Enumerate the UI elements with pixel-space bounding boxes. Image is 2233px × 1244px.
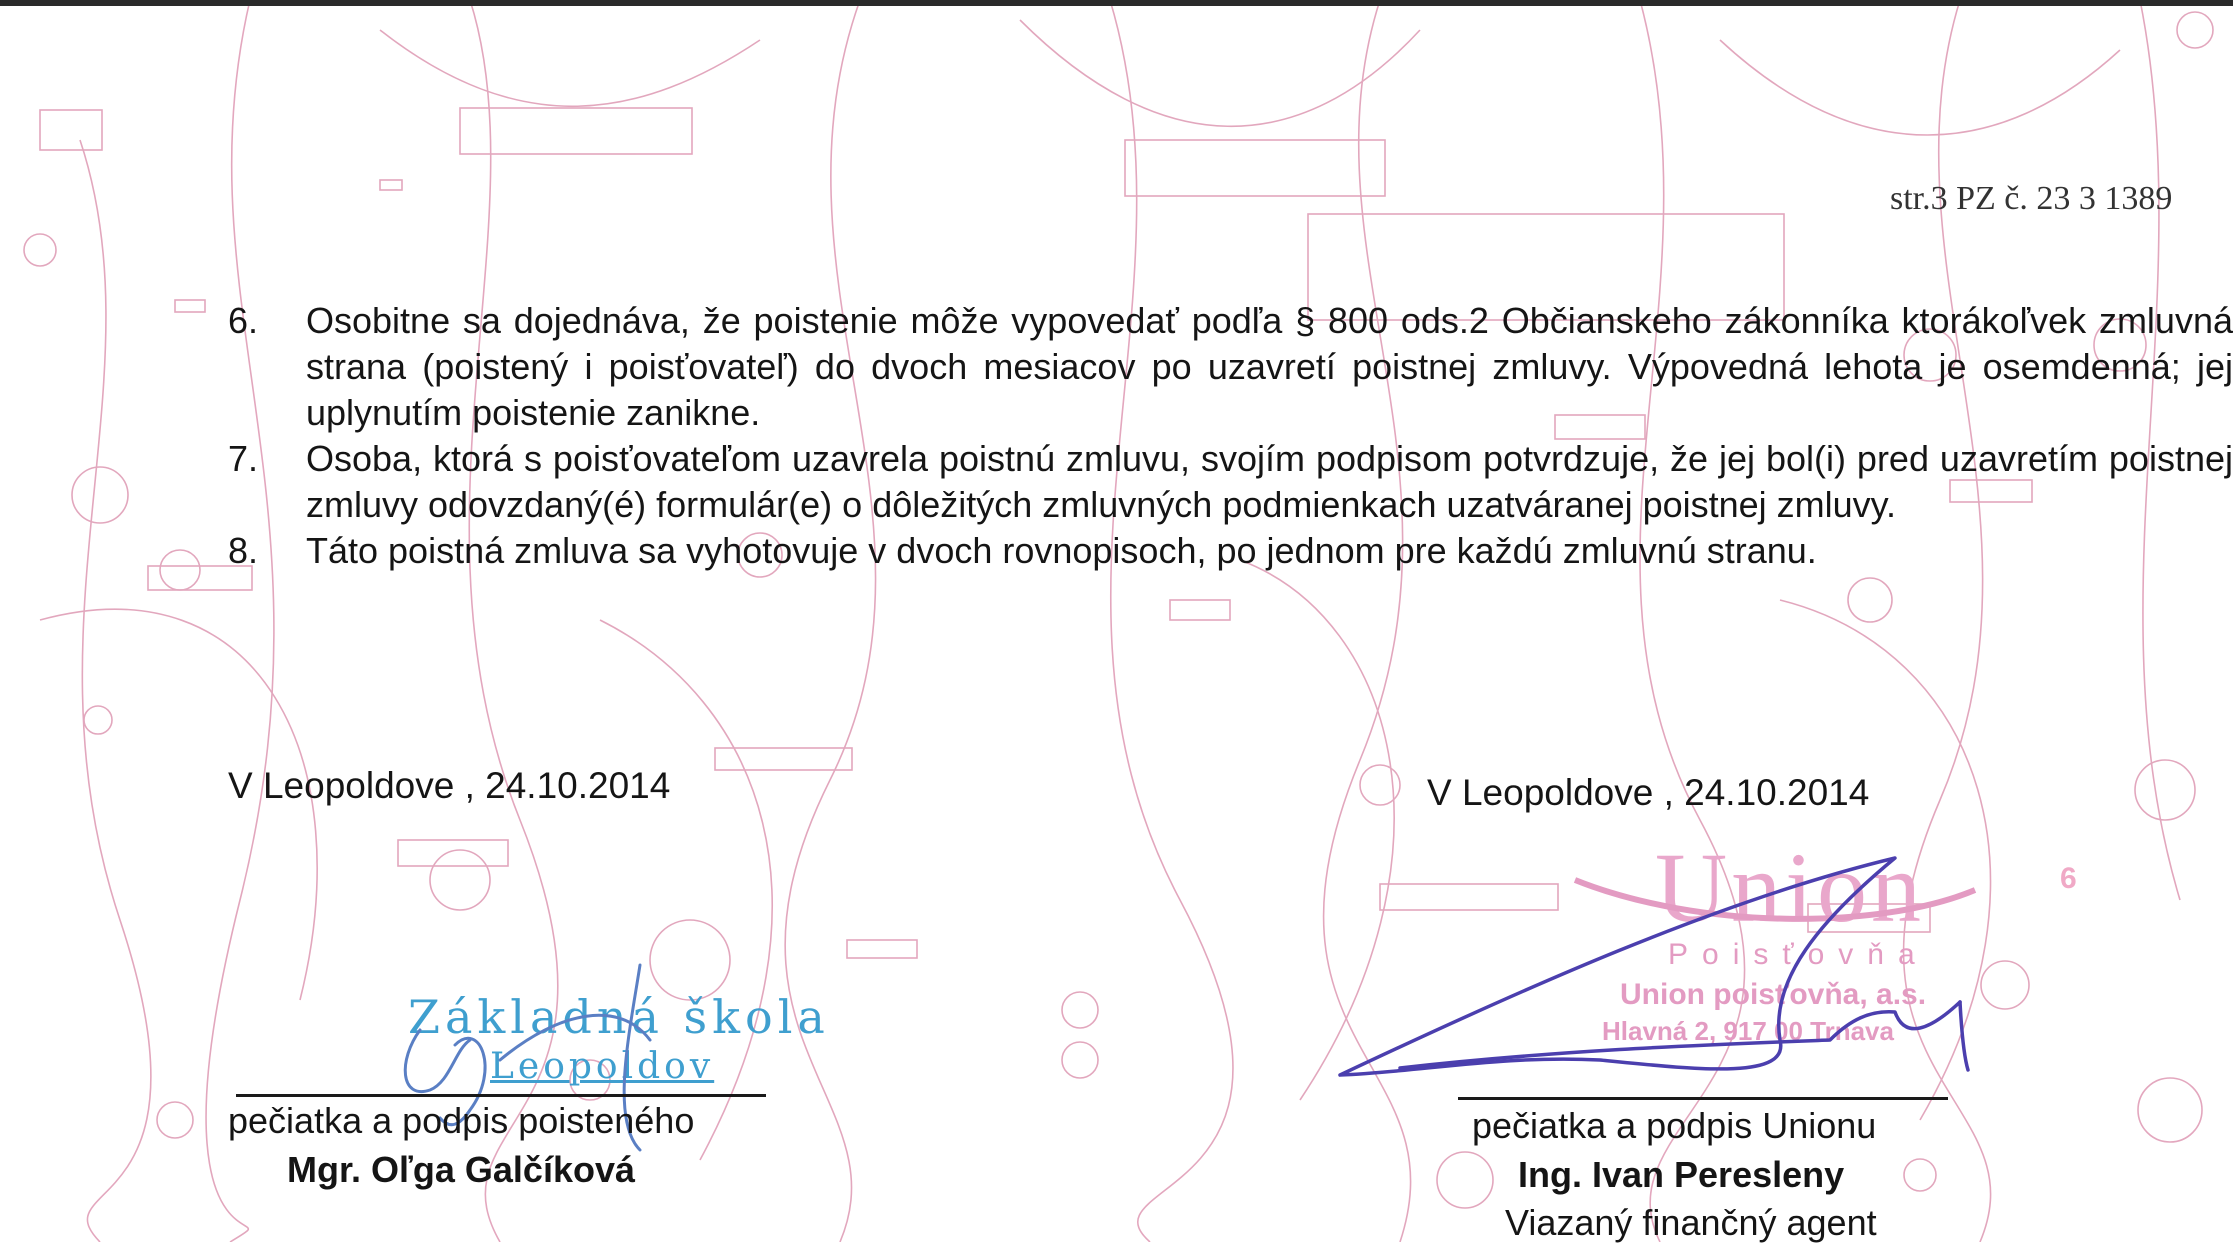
union-stamp-logo: Union: [1655, 832, 1925, 943]
left-signature-line: [236, 1094, 766, 1097]
school-stamp-town: Leopoldov: [490, 1046, 715, 1087]
clause-text: Táto poistná zmluva sa vyhotovuje v dvoch rovnopisoch, po jednom pre každú zmluvnú stranu.: [306, 530, 1817, 571]
union-stamp-address: Hlavná 2, 917 00 Trnava: [1602, 1016, 1894, 1046]
union-stamp-subtitle: Poisťovňa: [1668, 938, 1929, 971]
union-stamp-company: Union poisťovňa, a.s.: [1620, 978, 1927, 1011]
clause-item: [228, 528, 2233, 574]
left-signature-label: pečiatka a podpis poisteného: [228, 1100, 695, 1141]
clause-number: 7.: [228, 438, 259, 479]
left-signer-name: Mgr. Oľga Galčíková: [287, 1149, 635, 1190]
clause-item: [228, 298, 2233, 436]
scan-page-number: 6: [2060, 862, 2077, 895]
right-place-date: V Leopoldove , 24.10.2014: [1427, 772, 1870, 813]
page-reference: str.3 PZ č. 23 3 1389: [1890, 180, 2173, 217]
clause-text: Osobitne sa dojednáva, že poistenie môže vypovedať podľa § 800 ods.2 Občianskeho zákonníka ktorákoľvek zmluvná strana (poistený i poisťovateľ) do dvoch mesiacov po uzavretí poistnej zmluvy. Výpovedná lehota je osemdenná; jej uplynutím poistenie zanikne.: [306, 300, 2233, 433]
clause-text: Osoba, ktorá s poisťovateľom uzavrela poistnú zmluvu, svojím podpisom potvrdzuje, že jej bol(i) pred uzavretím poistnej zmluvy odovzdaný(é) formulár(e) o dôležitých zmluvných podmienkach uzatváranej poistnej zmluvy.: [306, 438, 2233, 525]
clause-number: 8.: [228, 530, 259, 571]
clause-number: 6.: [228, 300, 259, 341]
right-signer-role: Viazaný finančný agent: [1505, 1202, 1877, 1243]
clause-list: [228, 298, 2233, 574]
left-place-date: V Leopoldove , 24.10.2014: [228, 765, 671, 806]
school-stamp-name: Základná škola: [408, 990, 830, 1044]
right-signer-name: Ing. Ivan Peresleny: [1518, 1154, 1845, 1195]
scan-top-edge: [0, 0, 2233, 6]
clause-item: [228, 436, 2233, 528]
right-signature-line: [1458, 1097, 1948, 1100]
right-signature-label: pečiatka a podpis Unionu: [1472, 1105, 1877, 1146]
